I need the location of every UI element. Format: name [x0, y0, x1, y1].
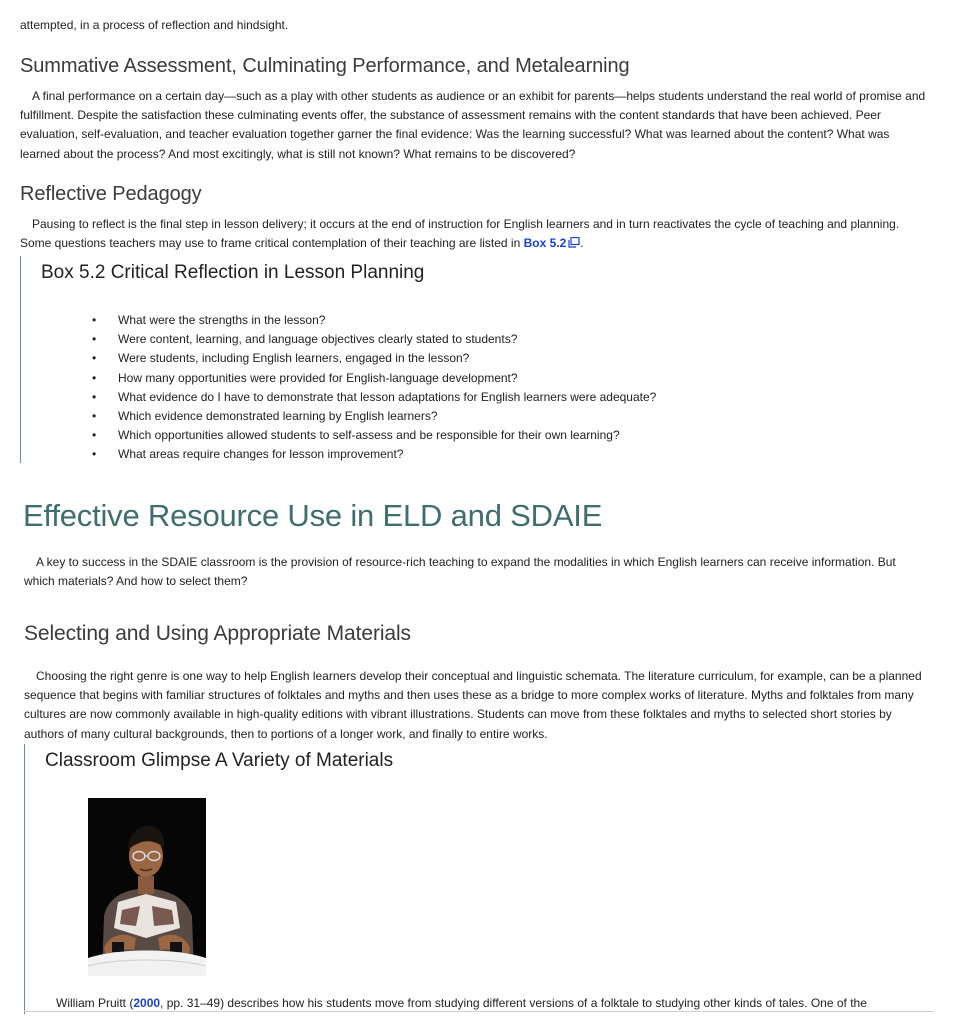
page-divider — [24, 1011, 934, 1012]
reflective-text-end: . — [580, 236, 584, 251]
student-photo — [88, 798, 206, 976]
citation-2000-link[interactable]: 2000 — [133, 996, 161, 1010]
list-item: • Were students, including English learners, engaged in the lesson? — [92, 349, 656, 368]
box-5-2-title: Box 5.2 Critical Reflection in Lesson Planning — [41, 262, 425, 283]
section-heading-summative: Summative Assessment, Culminating Performance, and Metalearning — [20, 55, 630, 77]
box-5-2-link[interactable]: Box 5.2 — [523, 236, 567, 251]
list-item: • How many opportunities were provided for English-language development? — [92, 369, 656, 388]
list-item: • Which evidence demonstrated learning by English learners? — [92, 407, 656, 426]
box-5-2 — [20, 256, 921, 463]
list-item: • Which opportunities allowed students to self-assess and be responsible for their own learning? — [92, 426, 656, 445]
list-item: • What areas require changes for lesson improvement? — [92, 445, 656, 464]
intro-paragraph-tail: attempted, in a process of reflection and hindsight. — [20, 18, 289, 32]
glimpse-caption-text-end: , pp. 31–49) describes how his students move from studying different versions of a folktale to studying other kinds of tales. One of the — [160, 996, 867, 1010]
open-in-window-icon[interactable] — [568, 237, 580, 248]
list-item: • What were the strengths in the lesson? — [92, 311, 656, 330]
student-illustration — [88, 798, 206, 976]
classroom-glimpse-title: Classroom Glimpse A Variety of Materials — [45, 750, 394, 771]
section-heading-effective-resource-use: Effective Resource Use in ELD and SDAIE — [23, 498, 603, 533]
section-heading-reflective: Reflective Pedagogy — [20, 183, 202, 205]
reflective-text: Pausing to reflect is the final step in lesson delivery; it occurs at the end of instruction for English learners and in turn reactivates the cycle of teaching and planning. Some questions teachers may use to frame critical contemplation of their teaching are listed in — [20, 217, 900, 251]
list-item: • Were content, learning, and language objectives clearly stated to students? — [92, 330, 656, 349]
effective-paragraph: A key to success in the SDAIE classroom is the provision of resource-rich teaching to expand the modalities in which English learners can receive information. But which materials? And how to select them? — [24, 555, 896, 589]
section-heading-selecting-materials: Selecting and Using Appropriate Materials — [24, 622, 411, 645]
list-item: • What evidence do I have to demonstrate that lesson adaptations for English learners were adequate? — [92, 388, 656, 407]
glimpse-caption-text: William Pruitt ( — [56, 996, 134, 1010]
summative-paragraph: A final performance on a certain day—such as a play with other students as audience or an exhibit for parents—helps students understand the real world of promise and fulfillment. Despite the satisfaction these culminating events offer, the substance of assessment remains with the content standards that have been achieved. Peer evaluation, self-evaluation, and teacher evaluation together garner the final evidence: Was the learning successful? What was learned about the content? What was learned about the process? And most excitingly, what is still not known? What remains to be discovered? — [20, 89, 926, 161]
reflection-question-list — [92, 311, 656, 465]
selecting-paragraph: Choosing the right genre is one way to help English learners develop their conceptual and linguistic schemata. The literature curriculum, for example, can be a planned sequence that begins with familiar structures of folktales and myths and then uses these as a bridge to more complex works of literature. Myths and folktales from many cultures are now commonly available in high-quality editions with vibrant illustrations. Students can move from these folktales and myths to selected short stories by authors of many cultural backgrounds, then to portions of a longer work, and finally to entire works. — [24, 669, 922, 741]
reflective-paragraph — [20, 215, 930, 253]
